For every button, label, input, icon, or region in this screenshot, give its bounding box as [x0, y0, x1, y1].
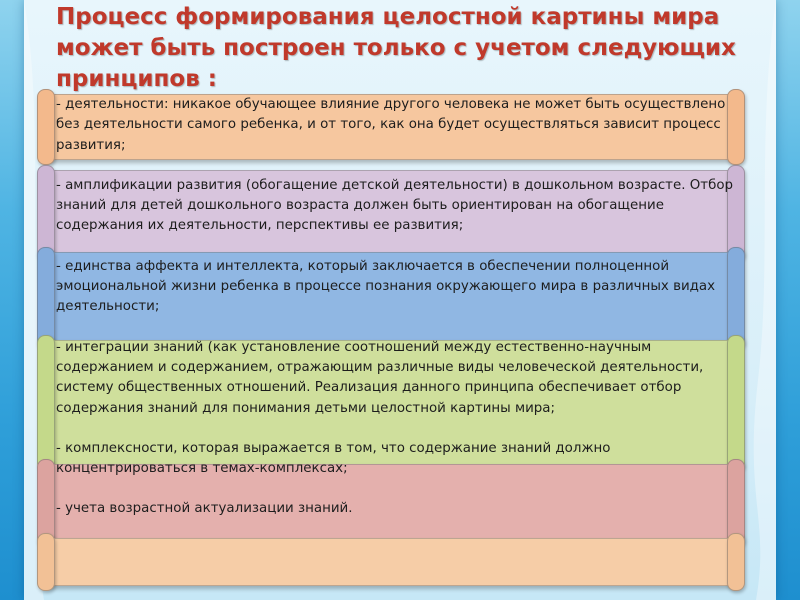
scroll-roll-left: [37, 89, 55, 165]
scroll-roll-right: [727, 533, 745, 591]
slide-title: Процесс формирования целостной картины мира может быть построен только с учетом следующих принципов :: [56, 4, 736, 92]
principle-affect-intellect: - единства аффекта и интеллекта, который заключается в обеспечении полноценной эмоциональной жизни ребенка в процессе познания окружающего мира в различных видах деятельности;: [56, 258, 716, 315]
scroll-roll-left: [37, 335, 55, 471]
principle-integration: - интеграции знаний (как установление соотношений между естественно-научным содержанием и содержанием, отражающим различные виды человеческой деятельности, систему общественных отношений. Реализация данного принципа обеспечивает отбор содержания знаний для понимания детьми целостной картины мира;: [56, 339, 704, 416]
scroll-roll-left: [37, 247, 55, 349]
principle-age-actualization: - учета возрастной актуализации знаний.: [56, 501, 353, 517]
principles-list: [56, 95, 746, 520]
scroll-roll-left: [37, 533, 55, 591]
decorative-swirl-right: [752, 0, 776, 600]
principle-activity: - деятельности: никакое обучающее влияние другого человека не может быть осуществлено без деятельности самого ребенка, и от того, как она будет осуществляться зависит процесс развития;: [56, 97, 726, 153]
principle-amplification: - амплификации развития (обогащение детской деятельности) в дошкольном возрасте. Отбор знаний для детей дошкольного возраста должен быть ориентирован на обогащение содержания их деятельности, перспективы ее развития;: [56, 177, 734, 234]
scroll-band-age-actualization: [44, 538, 738, 586]
principle-complexity: - комплексности, которая выражается в том, что содержание знаний должно концентрироваться в темах-комплексах;: [56, 440, 611, 477]
